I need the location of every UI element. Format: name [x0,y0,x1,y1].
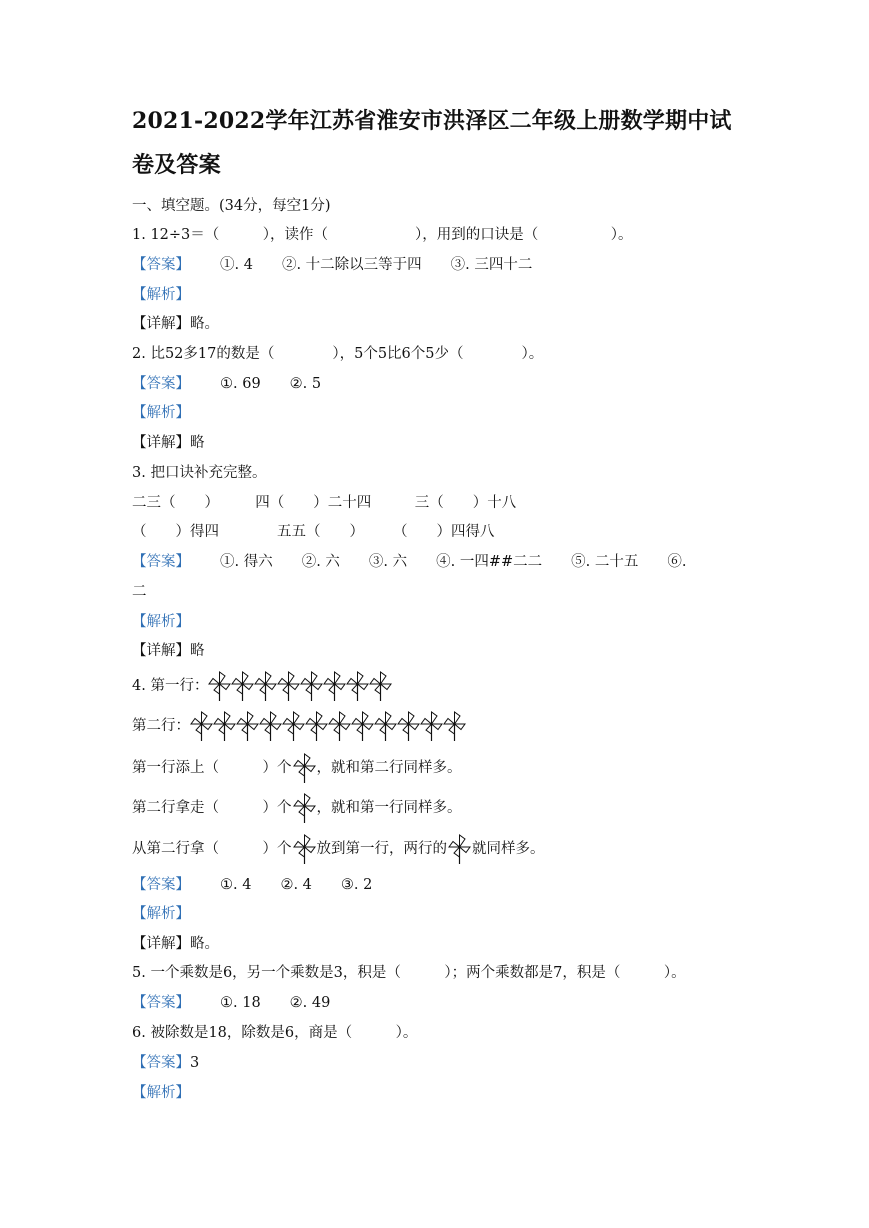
line-b-post: ，就和第一行同样多。 [316,800,462,816]
question-2: 2. 比52多17的数是（ ），5个5比6个5少（ ）。 [132,346,544,362]
question-4-analysis: 【解析】 [132,906,190,922]
question-4-line-b [132,792,462,824]
document-title-line2: 卷及答案 [132,152,221,178]
question-6-answer [132,1053,199,1073]
line-c-post: 就同样多。 [472,841,545,857]
question-1: 1. 12÷3＝（ ），读作（ ），用到的口诀是（ ）。 [132,227,633,243]
question-2-answer [132,374,321,394]
pinwheel-icon [208,670,231,702]
pinwheel-icon [277,670,300,702]
question-5: 5. 一个乘数是6，另一个乘数是3，积是（ ）；两个乘数都是7，积是（ ）。 [132,965,686,981]
pinwheel-icon [351,710,374,742]
line-c-mid: 放到第一行，两行的 [316,841,447,857]
line-a-pre: 第一行添上（ ）个 [132,760,292,776]
question-1-detail: 【详解】略。 [132,316,219,332]
document-title-line1: 2021-2022学年江苏省淮安市洪泽区二年级上册数学期中试 [132,108,732,134]
pinwheel-icon [328,710,351,742]
pinwheel-icon [213,710,236,742]
question-2-detail: 【详解】略 [132,435,205,451]
pinwheel-row-1 [208,670,392,702]
pinwheel-icon [190,710,213,742]
answer-tag: 【答案】 [132,877,190,893]
line-b-pre: 第二行拿走（ ）个 [132,800,292,816]
answer-text: ①. 4 ②. 十二除以三等于四 ③. 三四十二 [220,257,533,273]
question-3-answer [132,552,687,572]
pinwheel-icon [254,670,277,702]
pinwheel-icon [300,670,323,702]
question-5-answer [132,993,330,1013]
section-heading: 一、填空题。(34分，每空1分) [132,198,331,214]
answer-text: ①. 4 ②. 4 ③. 2 [220,877,373,893]
answer-text: ①. 69 ②. 5 [220,376,322,392]
question-3-row1: 二三（ ） 四（ ）二十四 三（ ）十八 [132,495,517,511]
question-1-analysis: 【解析】 [132,287,190,303]
pinwheel-icon [259,710,282,742]
pinwheel-icon [448,833,471,865]
pinwheel-icon [369,670,392,702]
pinwheel-icon [443,710,466,742]
question-4-line-a [132,752,462,784]
pinwheel-icon [236,710,259,742]
question-4-answer [132,875,372,895]
answer-tag: 【答案】 [132,554,190,570]
pinwheel-row-2 [190,710,466,742]
pinwheel-icon [282,710,305,742]
question-4-row2 [132,710,466,742]
pinwheel-icon [293,752,316,784]
pinwheel-icon [293,833,316,865]
answer-tag: 【答案】 [132,257,190,273]
answer-text: ①. 得六 ②. 六 ③. 六 ④. 一四##二二 ⑤. 二十五 ⑥. [220,554,687,570]
question-4-line-c [132,833,545,865]
pinwheel-icon [305,710,328,742]
pinwheel-icon [293,792,316,824]
pinwheel-icon [231,670,254,702]
line-c-pre: 从第二行拿（ ）个 [132,841,292,857]
answer-tag: 【答案】 [132,1055,190,1071]
answer-tag: 【答案】 [132,995,190,1011]
pinwheel-icon [397,710,420,742]
question-1-answer [132,255,532,275]
pinwheel-icon [323,670,346,702]
answer-text: ①. 18 ②. 49 [220,995,331,1011]
question-6: 6. 被除数是18，除数是6，商是（ ）。 [132,1025,418,1041]
answer-tag: 【答案】 [132,376,190,392]
question-4-detail: 【详解】略。 [132,936,219,952]
question-3-detail: 【详解】略 [132,643,205,659]
question-2-analysis: 【解析】 [132,405,190,421]
row1-label: 4. 第一行： [132,678,209,694]
question-3-answer-cont: 二 [132,584,147,600]
pinwheel-icon [374,710,397,742]
question-4-row1 [132,670,392,702]
question-3-row2: （ ）得四 五五（ ） （ ）四得八 [132,524,495,540]
answer-text: 3 [190,1055,200,1071]
question-3-analysis: 【解析】 [132,614,190,630]
pinwheel-icon [346,670,369,702]
pinwheel-icon [420,710,443,742]
question-3: 3. 把口诀补充完整。 [132,465,267,481]
line-a-post: ，就和第二行同样多。 [316,760,462,776]
question-6-analysis: 【解析】 [132,1085,190,1101]
row2-label: 第二行： [132,718,190,734]
